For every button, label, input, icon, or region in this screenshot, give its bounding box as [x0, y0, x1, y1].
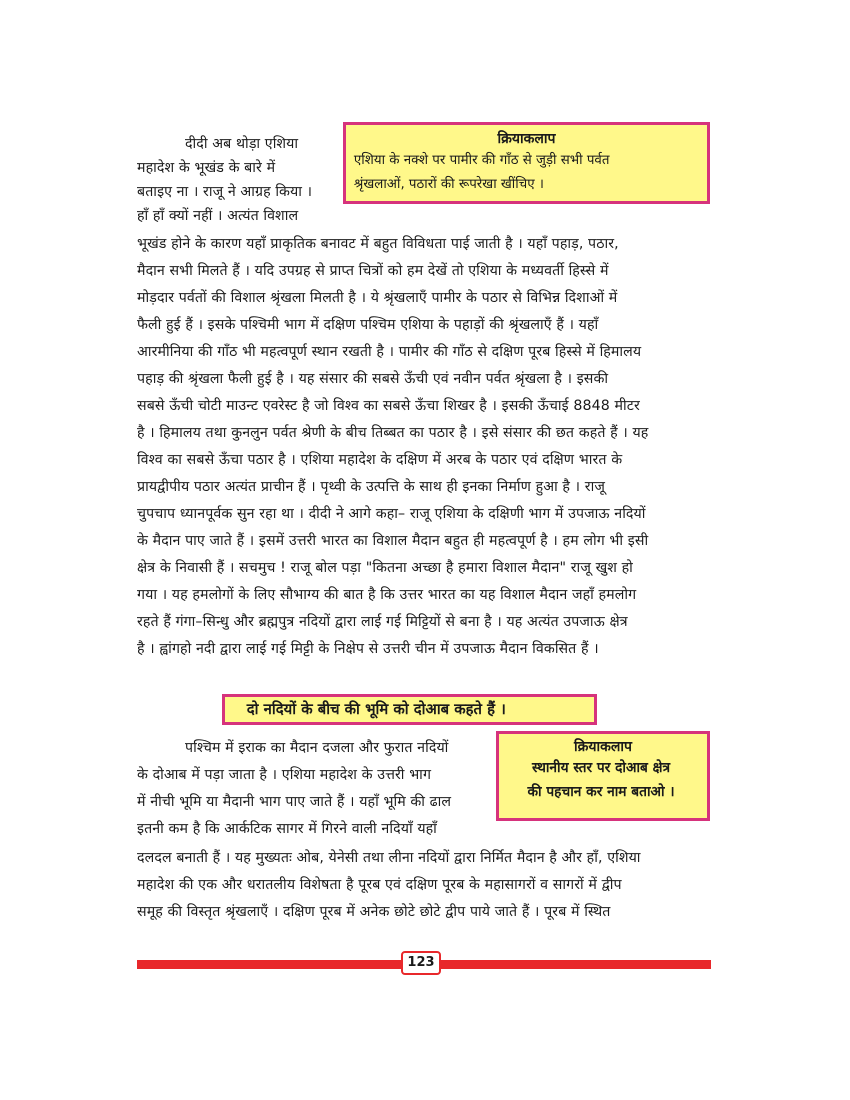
- body-line: मैदान सभी मिलते हैं । यदि उपग्रह से प्राप्त चित्रों को हम देखें तो एशिया के मध्यवर्ती हिस्से में: [137, 263, 609, 279]
- body-line: फैली हुई हैं । इसके पश्चिमी भाग में दक्षिण पश्चिम एशिया के पहाड़ों की श्रृंखलाएँ हैं । यहाँ: [137, 317, 599, 333]
- activity-box-1-title: क्रियाकलाप: [497, 131, 556, 147]
- body-line: विश्व का सबसे ऊँचा पठार है । एशिया महादेश के दक्षिण में अरब के पठार एवं दक्षिण भारत के: [137, 452, 623, 468]
- activity-box-1: [343, 122, 710, 204]
- body-line: के मैदान पाए जाते हैं । इसमें उत्तरी भारत का विशाल मैदान बहुत ही महत्वपूर्ण है । हम लोग भी इसी: [137, 533, 649, 549]
- body-line: है । हिमालय तथा कुनलुन पर्वत श्रेणी के बीच तिब्बत का पठार है । इसे संसार की छत कहते हैं । यह: [137, 425, 649, 441]
- lower-line: इतनी कम है कि आर्कटिक सागर में गिरने वाली नदियाँ यहाँ: [137, 821, 437, 837]
- activity-box-2-title: क्रियाकलाप: [574, 739, 632, 755]
- body-line: चुपचाप ध्यानपूर्वक सुन रहा था । दीदी ने आगे कहा– राजू एशिया के दक्षिणी भाग में उपजाऊ नदियों: [137, 506, 646, 522]
- body-line: रहते हैं गंगा–सिन्धु और ब्रह्मपुत्र नदियों द्वारा लाई गई मिट्टियों से बना है । यह अत्यंत उपजाऊ क्षेत्र: [137, 614, 628, 630]
- activity-box-1-line: श्रृंखलाओं, पठारों की रूपरेखा खींचिए ।: [353, 176, 544, 192]
- intro-line: महादेश के भूखंड के बारे में: [137, 160, 276, 176]
- intro-line: बताइए ना । राजू ने आग्रह किया ।: [137, 184, 313, 200]
- lower-line: में नीची भूमि या मैदानी भाग पाए जाते हैं । यहाँ भूमि की ढाल: [137, 794, 452, 810]
- doab-definition-text: दो नदियों के बीच की भूमि को दोआब कहते हैं ।: [246, 700, 506, 718]
- lower-line: महादेश की एक और धरातलीय विशेषता है पूरब एवं दक्षिण पूरब के महासागरों व सागरों में द्वीप: [137, 877, 622, 893]
- body-line: प्रायद्वीपीय पठार अत्यंत प्राचीन हैं । पृथ्वी के उत्पत्ति के साथ ही इनका निर्माण हुआ है । राजू: [137, 479, 605, 495]
- body-line: मोड़दार पर्वतों की विशाल श्रृंखला मिलती है । ये श्रृंखलाएँ पामीर के पठार से विभिन्न दिशाओं में: [137, 290, 618, 306]
- lower-line: दलदल बनाती हैं । यह मुख्यतः ओब, येनेसी तथा लीना नदियों द्वारा निर्मित मैदान है और हाँ, एशिया: [137, 850, 641, 866]
- intro-line: हाँ हाँ क्यों नहीं । अत्यंत विशाल: [137, 208, 299, 224]
- lower-line: पश्चिम में इराक का मैदान दजला और फुरात नदियों: [185, 740, 449, 756]
- lower-line: समूह की विस्तृत श्रृंखलाएँ । दक्षिण पूरब में अनेक छोटे छोटे द्वीप पाये जाते हैं । पूरब में स्थित: [137, 904, 611, 920]
- activity-box-2-line: स्थानीय स्तर पर दोआब क्षेत्र: [532, 760, 671, 776]
- body-line: पहाड़ की श्रृंखला फैली हुई है । यह संसार की सबसे ऊँची एवं नवीन पर्वत श्रृंखला है । इसकी: [137, 371, 609, 387]
- activity-box-1-line: एशिया के नक्शे पर पामीर की गाँठ से जुड़ी सभी पर्वत: [353, 152, 610, 168]
- body-line: भूखंड होने के कारण यहाँ प्राकृतिक बनावट में बहुत विविधता पाई जाती है । यहाँ पहाड़, पठार,: [137, 236, 619, 252]
- body-line: क्षेत्र के निवासी हैं । सचमुच ! राजू बोल पड़ा "कितना अच्छा है हमारा विशाल मैदान" राजू खुश हो: [137, 560, 633, 576]
- body-line: सबसे ऊँची चोटी माउन्ट एवरेस्ट है जो विश्व का सबसे ऊँचा शिखर है । इसकी ऊँचाई 8848 मीटर: [137, 398, 640, 414]
- body-line: है । ह्वांगहो नदी द्वारा लाई गई मिट्टी के निक्षेप से उत्तरी चीन में उपजाऊ मैदान विकसित हैं ।: [137, 641, 599, 657]
- page-number: 123: [401, 951, 441, 975]
- intro-line: दीदी अब थोड़ा एशिया: [185, 136, 299, 152]
- activity-box-2-line: की पहचान कर नाम बताओ ।: [527, 784, 675, 800]
- activity-box-2: [496, 731, 710, 821]
- doab-definition-box: [222, 694, 597, 725]
- body-line: आरमीनिया की गाँठ भी महत्वपूर्ण स्थान रखती है । पामीर की गाँठ से दक्षिण पूरब हिस्से में हिमालय: [137, 344, 642, 360]
- lower-line: के दोआब में पड़ा जाता है । एशिया महादेश के उत्तरी भाग: [137, 767, 432, 783]
- body-line: गया । यह हमलोगों के लिए सौभाग्य की बात है कि उत्तर भारत का यह विशाल मैदान जहाँ हमलोग: [137, 587, 637, 603]
